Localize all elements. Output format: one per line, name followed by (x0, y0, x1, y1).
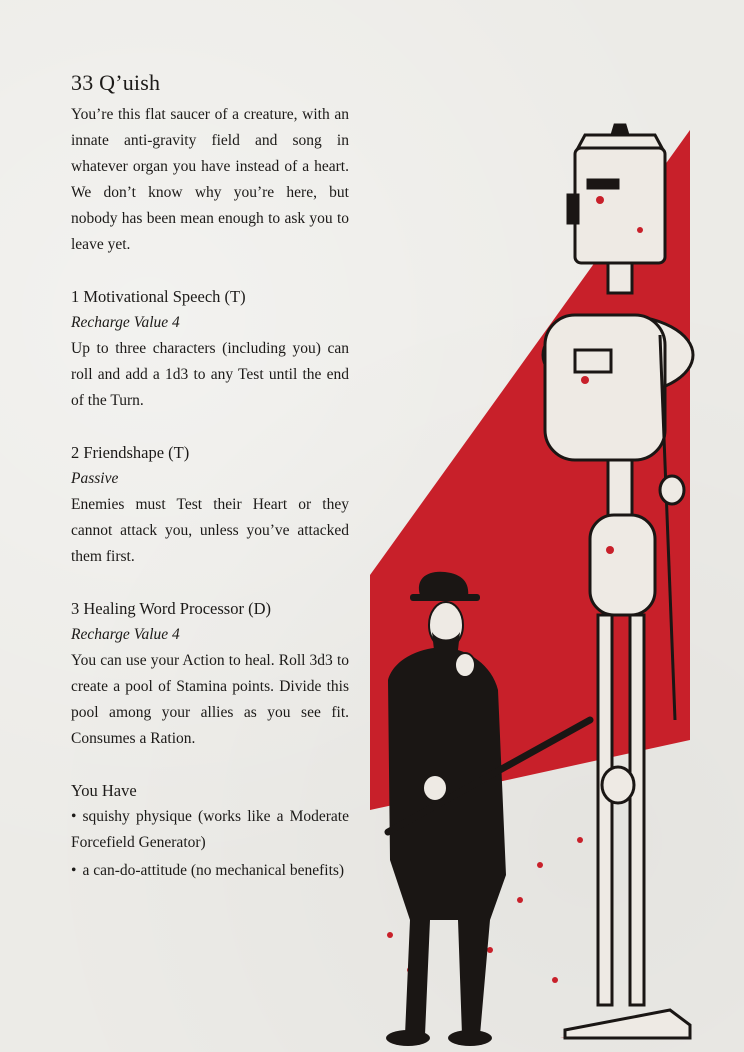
ability-2 (71, 440, 349, 570)
you-have-section (71, 778, 349, 884)
ability-heading: 3 Healing Word Processor (D) (71, 599, 271, 618)
ability-heading: 1 Motivational Speech (T) (71, 287, 246, 306)
ability-text: You can use your Action to heal. Roll 3d3 to create a pool of Stamina points. Divide this pool among your allies as you see fit. Consumes a Ration. (71, 652, 349, 747)
ability-subtitle: Recharge Value 4 (71, 626, 180, 643)
illustration-robot-and-man (370, 120, 700, 1050)
text-column (71, 70, 349, 884)
you-have-heading: You Have (71, 781, 137, 800)
ability-1 (71, 284, 349, 414)
intro-paragraph: You’re this flat saucer of a creature, with an innate anti-gravity field and song in whatever organ you have instead of a heart. We don’t know why you’re here, but nobody has been mean enough to ask you to leave yet. (71, 106, 349, 253)
ability-3 (71, 596, 349, 752)
list-item-text: a can-do-attitude (no mechanical benefits) (82, 862, 345, 879)
ability-text: Up to three characters (including you) can roll and add a 1d3 to any Test until the end of the Turn. (71, 340, 349, 409)
list-item (71, 858, 349, 884)
page-title: 33 Q’uish (71, 70, 161, 95)
ability-text: Enemies must Test their Heart or they cannot attack you, unless you’ve attacked them first. (71, 496, 349, 565)
bullet-icon: • (71, 808, 77, 825)
bullet-icon: • (71, 862, 77, 879)
list-item (71, 804, 349, 856)
ability-subtitle: Passive (71, 470, 119, 487)
ability-subtitle: Recharge Value 4 (71, 314, 180, 331)
list-item-text: squishy physique (works like a Moderate Forcefield Generator) (71, 808, 349, 851)
ability-heading: 2 Friendshape (T) (71, 443, 190, 462)
